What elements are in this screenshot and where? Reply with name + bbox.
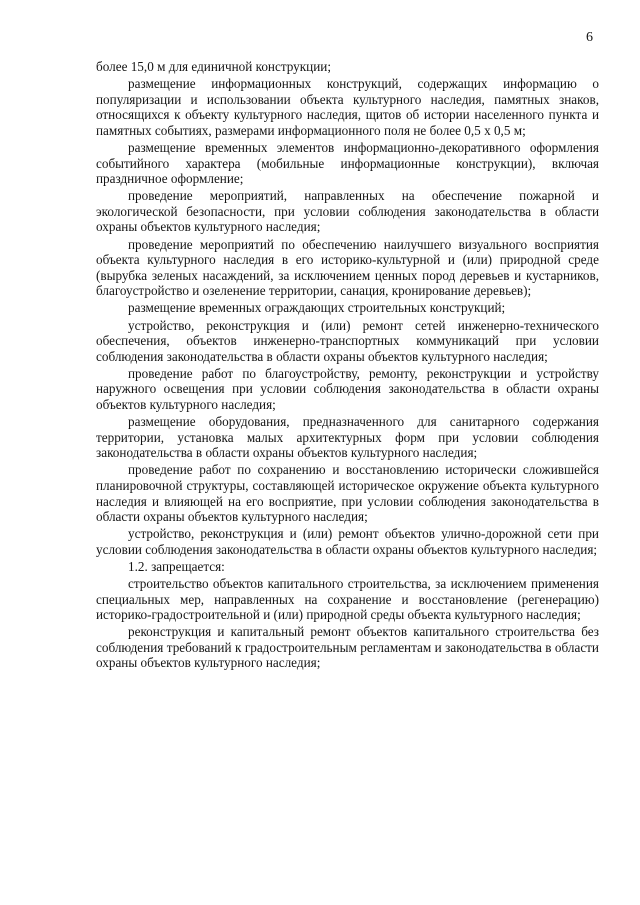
paragraph: размещение оборудования, предназначенного для санитарного содержания территории, установка малых архитектурных форм при условии соблюдения законодательства в области охраны объектов культурного наследия; <box>96 414 599 461</box>
paragraph: размещение временных элементов информационно-декоративного оформления событийного характера (мобильные информационные конструкции), включая праздничное оформление; <box>96 139 599 187</box>
paragraph: реконструкция и капитальный ремонт объектов капитального строительства без соблюдения требований к градостроительным регламентам и законодательства в области охраны объектов культурного наследия; <box>96 624 599 671</box>
paragraph: строительство объектов капитального строительства, за исключением применения специальных мер, направленных на сохранение и восстановление (регенерацию) историко-градостроительной и (или) природной среды объекта культурного наследия; <box>96 576 599 623</box>
page-number: 6 <box>586 30 593 45</box>
paragraph: более 15,0 м для единичной конструкции; <box>96 59 332 74</box>
paragraph: устройство, реконструкция и (или) ремонт сетей инженерно-технического обеспечения, объектов инженерно-транспортных коммуникаций при условии соблюдения законодательства в области охраны объектов культурного наследия; <box>96 317 599 364</box>
paragraph: устройство, реконструкция и (или) ремонт объектов улично-дорожной сети при условии соблюдения законодательства в области охраны объектов культурного наследия; <box>96 526 599 557</box>
paragraph: 1.2. запрещается: <box>128 558 225 574</box>
paragraph: проведение работ по сохранению и восстановлению исторически сложившейся планировочной структуры, составляющей историческое окружение объекта культурного наследия и влияющей на его восприятие, при условии соблюдения законодательства в области охраны объектов культурного наследия; <box>96 462 599 525</box>
paragraph: проведение мероприятий, направленных на обеспечение пожарной и экологической безопасности, при условии соблюдения законодательства в области охраны объектов культурного наследия; <box>96 188 599 235</box>
paragraph: размещение временных ограждающих строительных конструкций; <box>128 300 506 316</box>
paragraph: размещение информационных конструкций, содержащих информацию о популяризации и использовании объекта культурного наследия, памятных знаков, относящихся к объекту культурного наследия, щитов об истории населенного пункта и памятных событиях, размерами информационного поля не более 0,5 х 0,5 м; <box>96 76 599 138</box>
paragraph: проведение мероприятий по обеспечению наилучшего визуального восприятия объекта культурного наследия в его историко-культурной и (или) природной среде (вырубка зеленых насаждений, за исключением ценных пород деревьев и кустарников, благоустройство и озеленение территории, санация, кронирование деревьев); <box>96 236 599 299</box>
document-body <box>96 59 599 673</box>
paragraph: проведение работ по благоустройству, ремонту, реконструкции и устройству наружного освещения при условии соблюдения законодательства в области охраны объектов культурного наследия; <box>96 365 599 412</box>
